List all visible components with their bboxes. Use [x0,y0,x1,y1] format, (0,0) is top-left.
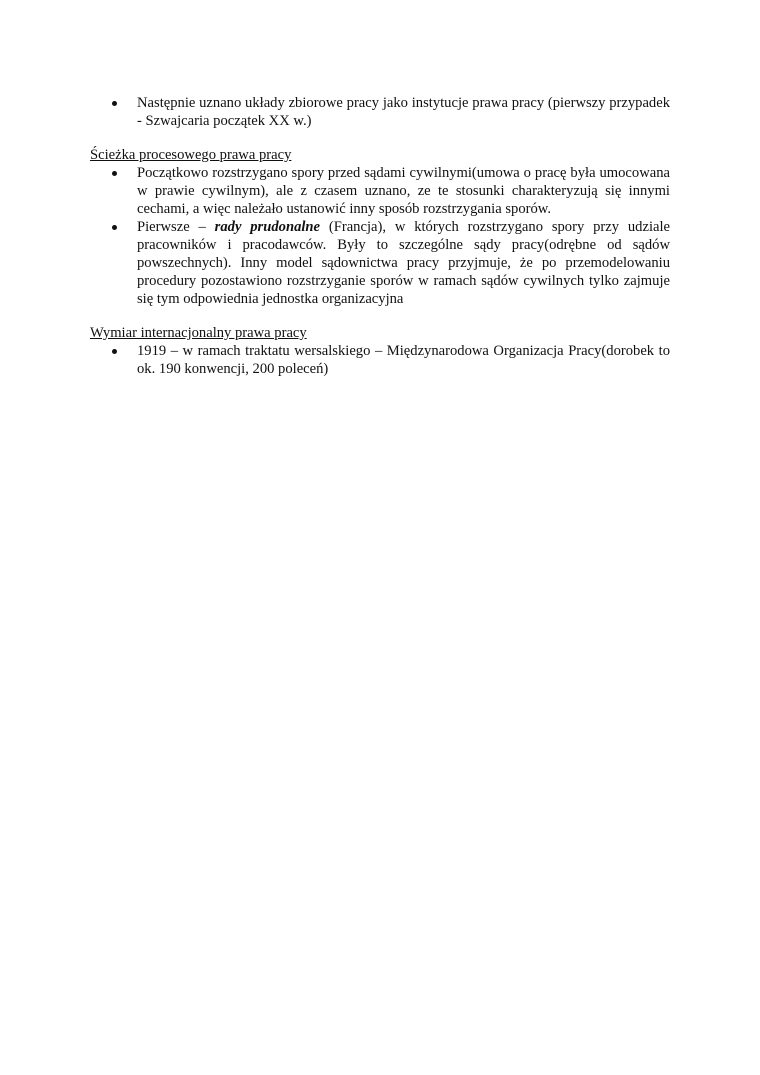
bullet-icon [112,349,117,354]
list-item-text-before: Pierwsze – [137,219,215,235]
bullet-icon [112,225,117,230]
list-item-text: Następnie uznano układy zbiorowe pracy jako instytucje prawa pracy (pierwszy przypadek - Szwajcaria początek XX w.) [137,95,670,129]
section-heading-procedural: Ścieżka procesowego prawa pracy [90,147,292,163]
list-item [90,164,670,218]
list-item [90,342,670,378]
international-bullet-list [90,342,670,378]
list-item-text-after: (Francja), w których rozstrzygano spory przy udziale pracowników i pracodawców. Były to szczególne sądy pracy(odrębne od sądów powszechnych). Inny model sądownictwa pracy przyjmuje, że po przemodelowaniu procedury pozostawiono rozstrzyganie sporów w ramach sądów cywilnych tylko zajmuje się tym odpowiednia jednostka organizacyjna [137,219,671,307]
emphasis-term: rady prudonalne [214,219,321,235]
list-item [90,218,670,308]
procedural-bullet-list [90,164,670,308]
intro-bullet-list [90,94,670,130]
bullet-icon [112,171,117,176]
intro-list-block [90,94,670,130]
section-heading-international: Wymiar internacjonalny prawa pracy [90,325,307,341]
international-list-block [90,342,670,378]
list-item-text: Początkowo rozstrzygano spory przed sądami cywilnymi(umowa o pracę była umocowana w prawie cywilnym), ale z czasem uznano, ze te stosunki charakteryzują się innymi cechami, a więc należało ustanowić inny sposób rozstrzygania sporów. [137,165,670,217]
list-item [90,94,670,130]
procedural-list-block [90,164,670,308]
list-item-text: 1919 – w ramach traktatu wersalskiego – Międzynarodowa Organizacja Pracy(dorobek to ok. 190 konwencji, 200 poleceń) [137,343,670,377]
bullet-icon [112,101,117,106]
